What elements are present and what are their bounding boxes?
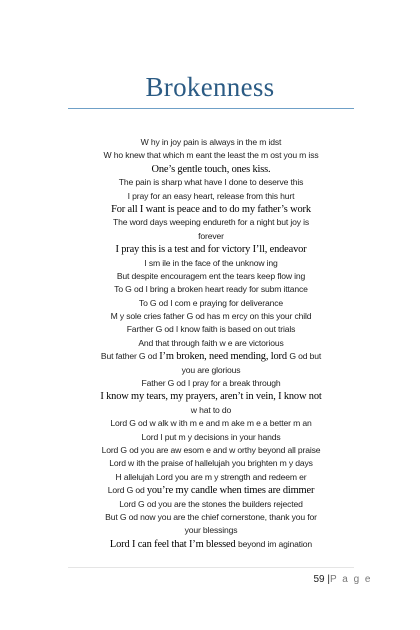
footer-separator: | bbox=[327, 574, 330, 585]
poem-line: I sm ile in the face of the unknow ing bbox=[144, 257, 278, 268]
poem-line: I pray this is a test and for victory I’ll, endeavor bbox=[115, 244, 307, 256]
poem-line: W ho knew that which m eant the least the m ost you m iss bbox=[103, 150, 319, 161]
poem-line: For all I want is peace and to do my father’s work bbox=[111, 203, 311, 215]
poem-line: To G od I bring a broken heart ready for subm ittance bbox=[114, 284, 308, 295]
poem-line: The word days weeping endureth for a night but joy is bbox=[112, 217, 310, 228]
poem-line: W hy in joy pain is always in the m idst bbox=[140, 137, 282, 147]
poem-line bbox=[70, 350, 352, 363]
poem-line: But G od now you are the chief cornerstone, thank you for bbox=[105, 511, 317, 522]
poem-line: But despite encouragem ent the tears keep flow ing bbox=[116, 270, 306, 281]
page-footer bbox=[313, 574, 372, 585]
poem-line bbox=[70, 538, 352, 551]
poem-line: w hat to do bbox=[190, 404, 232, 415]
poem-line-emphasis: I’m broken, need mending, lord bbox=[159, 351, 290, 363]
poem-line: One’s gentle touch, ones kiss. bbox=[151, 163, 271, 175]
poem-line: H allelujah Lord you are m y strength and redeem er bbox=[115, 471, 307, 482]
title-divider bbox=[68, 108, 354, 109]
poem-line: Lord G od w alk w ith m e and m ake m e a better m an bbox=[110, 418, 312, 429]
poem-line-segment: beyond im agination bbox=[237, 538, 313, 549]
poem-line bbox=[70, 484, 352, 497]
poem-line bbox=[70, 390, 352, 403]
poem-line: The pain is sharp what have I done to deserve this bbox=[118, 177, 304, 188]
poem-line: And that through faith w e are victorious bbox=[138, 337, 284, 348]
poem-line: Farther G od I know faith is based on out trials bbox=[126, 324, 296, 335]
poem-title: Brokenness bbox=[145, 72, 275, 102]
poem-line: Lord w ith the praise of hallelujah you brighten m y days bbox=[109, 458, 313, 469]
poem-line-segment: But father G od bbox=[100, 351, 160, 362]
poem-line-emphasis: you’re my candle when times are dimmer bbox=[146, 485, 315, 497]
page-number: 59 bbox=[313, 574, 325, 585]
poem-line-segment: Lord G od bbox=[107, 485, 147, 496]
poem-line: forever bbox=[198, 230, 224, 241]
poem-line: Lord I put m y decisions in your hands bbox=[141, 431, 281, 442]
poem-line-segment: G od but bbox=[289, 351, 322, 362]
footer-divider bbox=[68, 567, 354, 568]
poem-line: I pray for an easy heart, release from this hurt bbox=[127, 190, 295, 201]
poem-line: Father G od I pray for a break through bbox=[141, 378, 281, 389]
poem-line: your blessings bbox=[184, 525, 238, 536]
poem-line: To G od I com e praying for deliverance bbox=[138, 297, 284, 308]
poem-line: you are glorious bbox=[181, 364, 241, 375]
poem-line: Lord G od you are aw esom e and w orthy beyond all praise bbox=[101, 444, 321, 455]
poem-line: M y sole cries father G od has m ercy on this your child bbox=[110, 311, 312, 322]
poem-body bbox=[70, 136, 352, 551]
poem-line: Lord G od you are the stones the builders rejected bbox=[119, 498, 303, 509]
page-label: P a g e bbox=[329, 574, 372, 585]
poem-line-emphasis: Lord I can feel that I’m blessed bbox=[109, 538, 238, 550]
poem-line-emphasis: I know my tears, my prayers, aren’t in vein, I know not bbox=[100, 391, 322, 403]
